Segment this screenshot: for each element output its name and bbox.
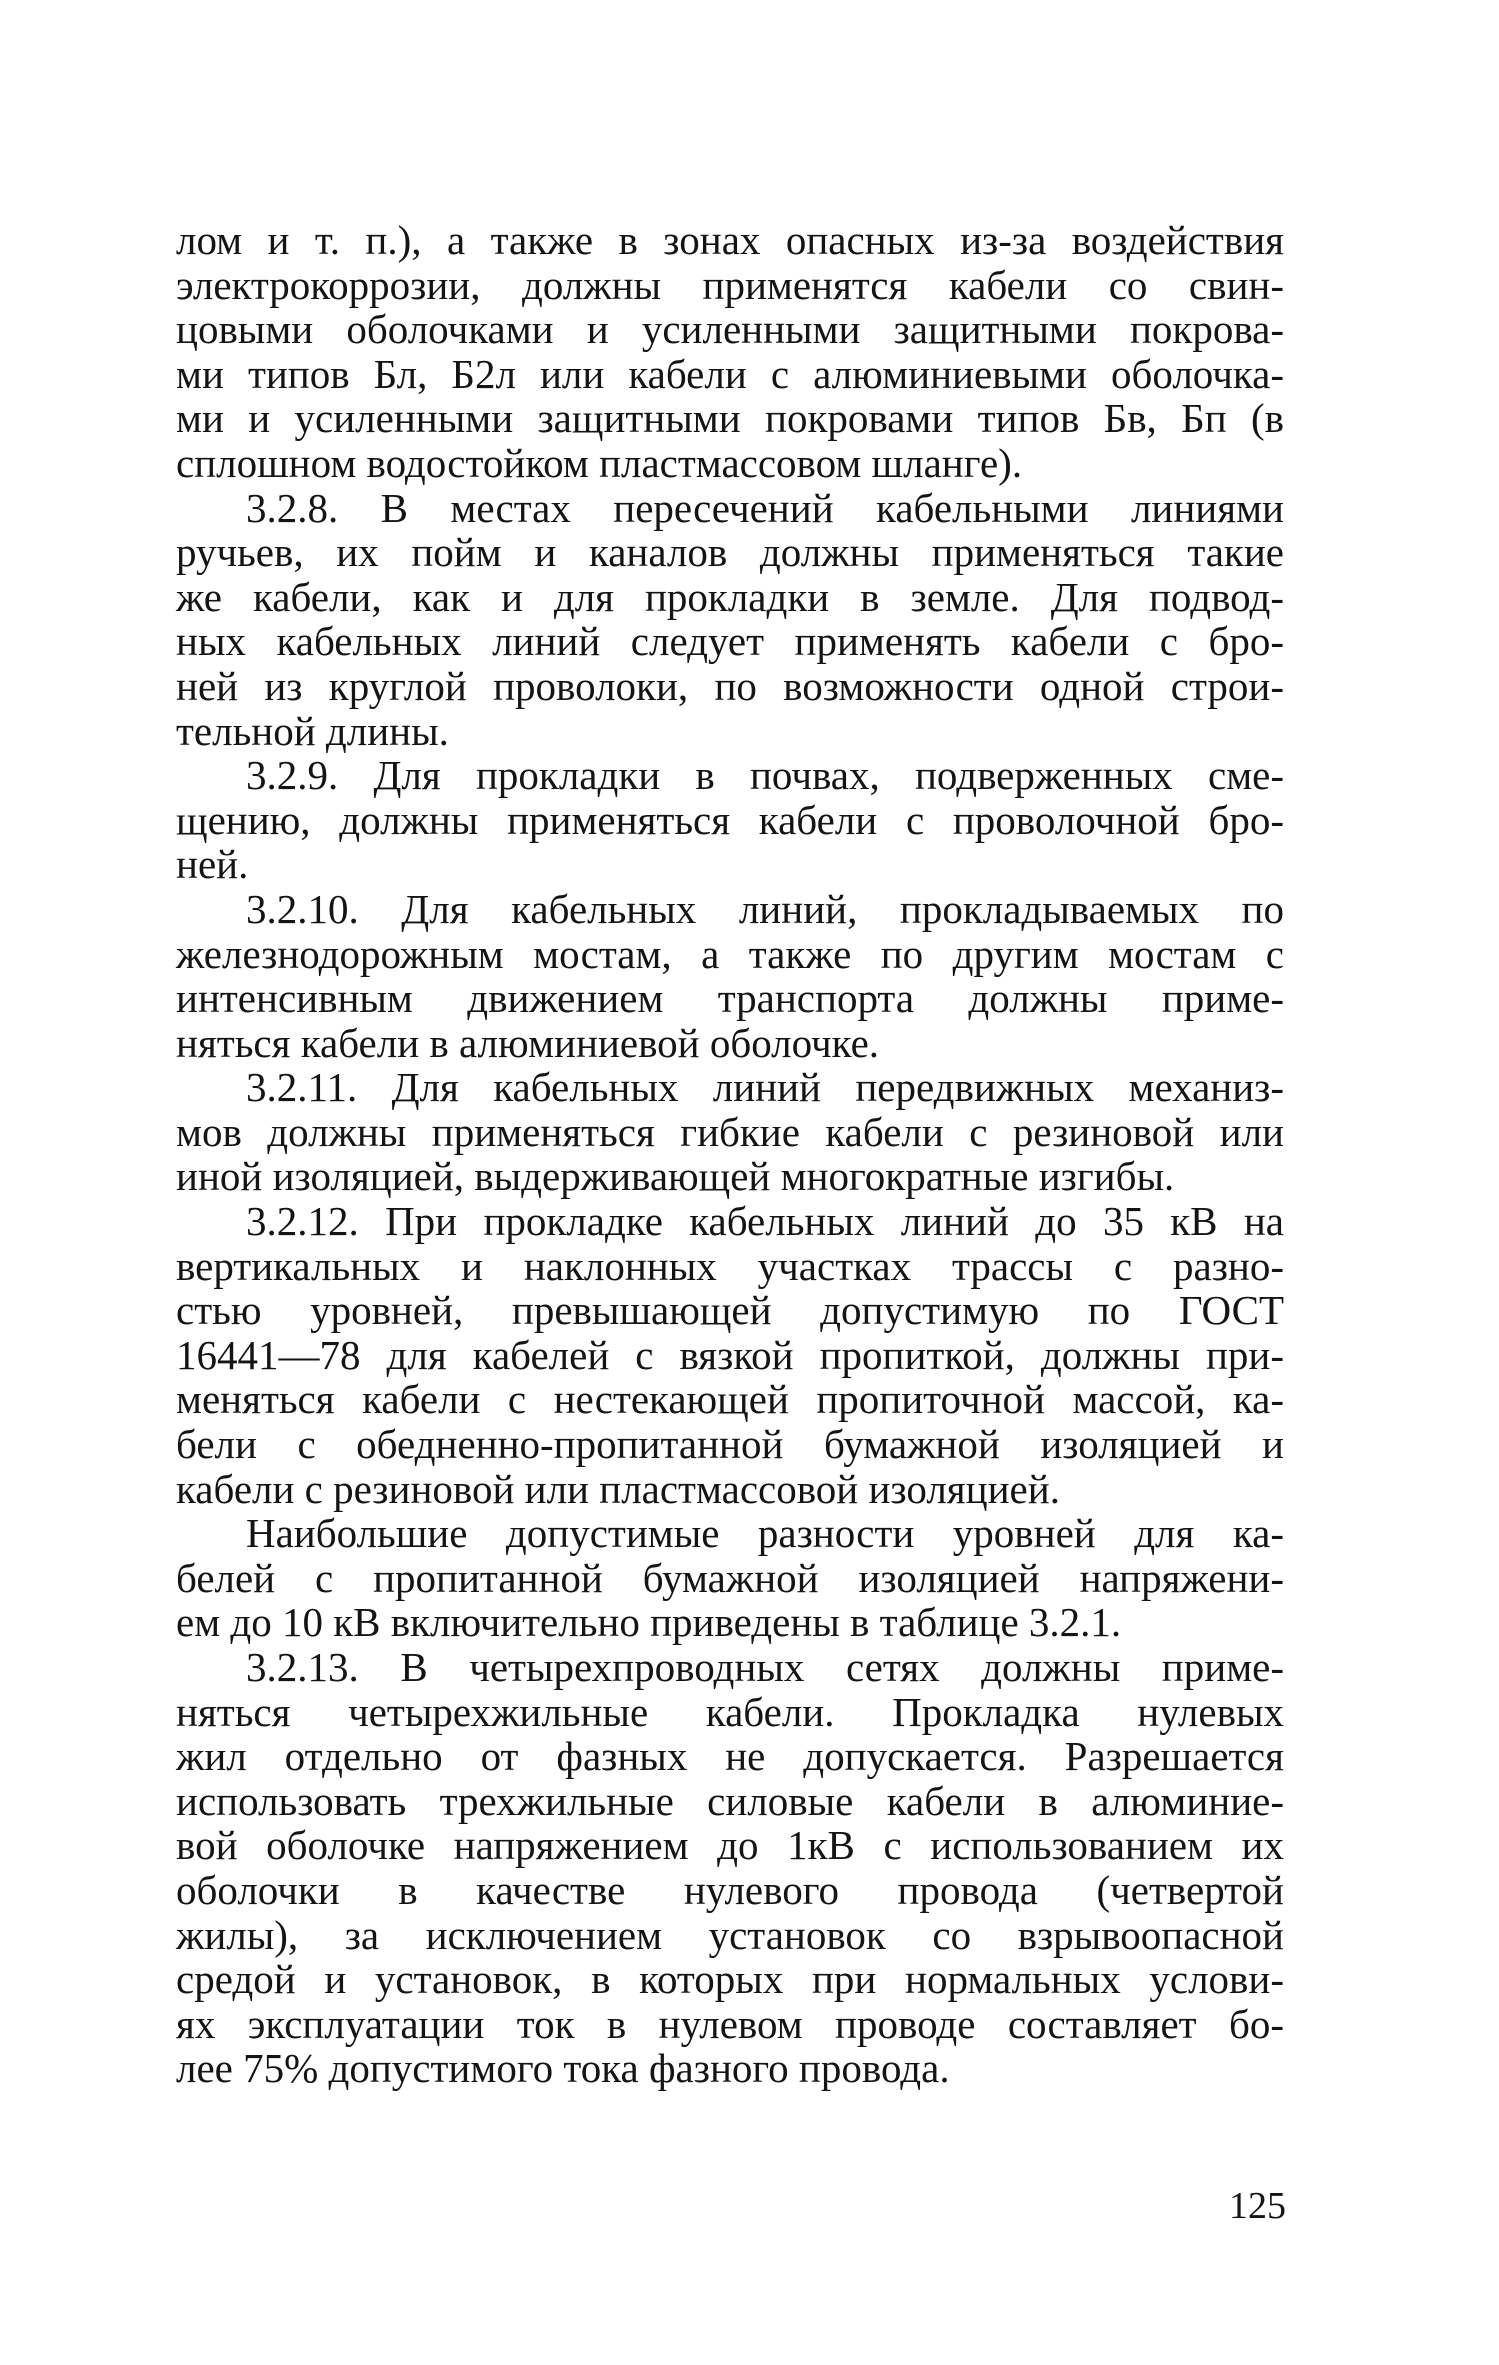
text-line: сплошном водостойком пластмассовом шланге). bbox=[176, 439, 1023, 486]
text-line: же кабели, как и для прокладки в земле. Для подвод- bbox=[176, 573, 1284, 620]
text-line: щению, должны применяться кабели с проволочной бро- bbox=[176, 796, 1284, 843]
text-line: лее 75% допустимого тока фазного провода. bbox=[176, 2045, 950, 2092]
text-line: электрокоррозии, должны применятся кабели со свин- bbox=[176, 261, 1284, 308]
text-line: мов должны применяться гибкие кабели с резиновой или bbox=[176, 1108, 1284, 1155]
page-number: 125 bbox=[1229, 2185, 1286, 2227]
text-line: ем до 10 кВ включительно приведены в таблице 3.2.1. bbox=[176, 1599, 1122, 1646]
text-line: цовыми оболочками и усиленными защитными покрова- bbox=[176, 306, 1284, 353]
text-line: оболочки в качестве нулевого провода (четвертой bbox=[176, 1866, 1284, 1913]
text-line: бели с обедненно-пропитанной бумажной изоляцией и bbox=[176, 1421, 1284, 1468]
text-line: ных кабельных линий следует применять кабели с бро- bbox=[176, 618, 1284, 665]
text-line: ней из круглой проволоки, по возможности одной строи- bbox=[176, 662, 1284, 709]
text-line: использовать трехжильные силовые кабели в алюминие- bbox=[176, 1777, 1284, 1824]
text-line: 3.2.13. В четырехпроводных сетях должны приме- bbox=[246, 1644, 1284, 1690]
text-line: няться четырехжильные кабели. Прокладка нулевых bbox=[176, 1688, 1284, 1735]
text-line: Наибольшие допустимые разности уровней для ка- bbox=[246, 1510, 1284, 1557]
text-line: 3.2.11. Для кабельных линий передвижных механиз- bbox=[246, 1064, 1284, 1111]
text-line: средой и установок, в которых при нормальных услови- bbox=[176, 1956, 1284, 2003]
body-text bbox=[176, 218, 1284, 2091]
text-line: вертикальных и наклонных участках трассы с разно- bbox=[176, 1242, 1284, 1289]
text-line: ручьев, их пойм и каналов должны применяться такие bbox=[176, 529, 1284, 576]
text-line: ми и усиленными защитными покровами типов Бв, Бп (в bbox=[176, 395, 1284, 442]
text-line: кабели с резиновой или пластмассовой изоляцией. bbox=[176, 1465, 1060, 1512]
text-line: 16441—78 для кабелей с вязкой пропиткой, должны при- bbox=[176, 1331, 1284, 1378]
text-line: стью уровней, превышающей допустимую по ГОСТ bbox=[176, 1287, 1284, 1334]
text-line: жил отдельно от фазных не допускается. Разрешается bbox=[176, 1733, 1284, 1780]
text-line: няться кабели в алюминиевой оболочке. bbox=[176, 1019, 880, 1066]
text-line: ях эксплуатации ток в нулевом проводе составляет бо- bbox=[176, 2000, 1284, 2047]
text-line: железнодорожным мостам, а также по другим мостам с bbox=[176, 930, 1284, 977]
text-line: лом и т. п.), а также в зонах опасных из-за воздействия bbox=[176, 217, 1284, 263]
text-line: 3.2.8. В местах пересечений кабельными линиями bbox=[246, 484, 1284, 531]
text-line: жилы), за исключением установок со взрывоопасной bbox=[176, 1911, 1284, 1958]
text-line: интенсивным движением транспорта должны приме- bbox=[176, 975, 1284, 1022]
text-line: вой оболочке напряжением до 1кВ с использованием их bbox=[176, 1822, 1284, 1869]
text-line: ми типов Бл, Б2л или кабели с алюминиевыми оболочка- bbox=[176, 350, 1284, 397]
text-line: белей с пропитанной бумажной изоляцией напряжени- bbox=[176, 1554, 1284, 1601]
text-line: ней. bbox=[176, 841, 249, 888]
text-line: 3.2.12. При прокладке кабельных линий до 35 кВ на bbox=[246, 1198, 1284, 1245]
text-line: 3.2.10. Для кабельных линий, прокладываемых по bbox=[246, 885, 1284, 932]
text-line: меняться кабели с нестекающей пропиточной массой, ка- bbox=[176, 1376, 1284, 1423]
text-line: тельной длины. bbox=[176, 707, 449, 754]
text-line: 3.2.9. Для прокладки в почвах, подверженных сме- bbox=[246, 752, 1284, 799]
text-line: иной изоляцией, выдерживающей многократные изгибы. bbox=[176, 1153, 1175, 1200]
